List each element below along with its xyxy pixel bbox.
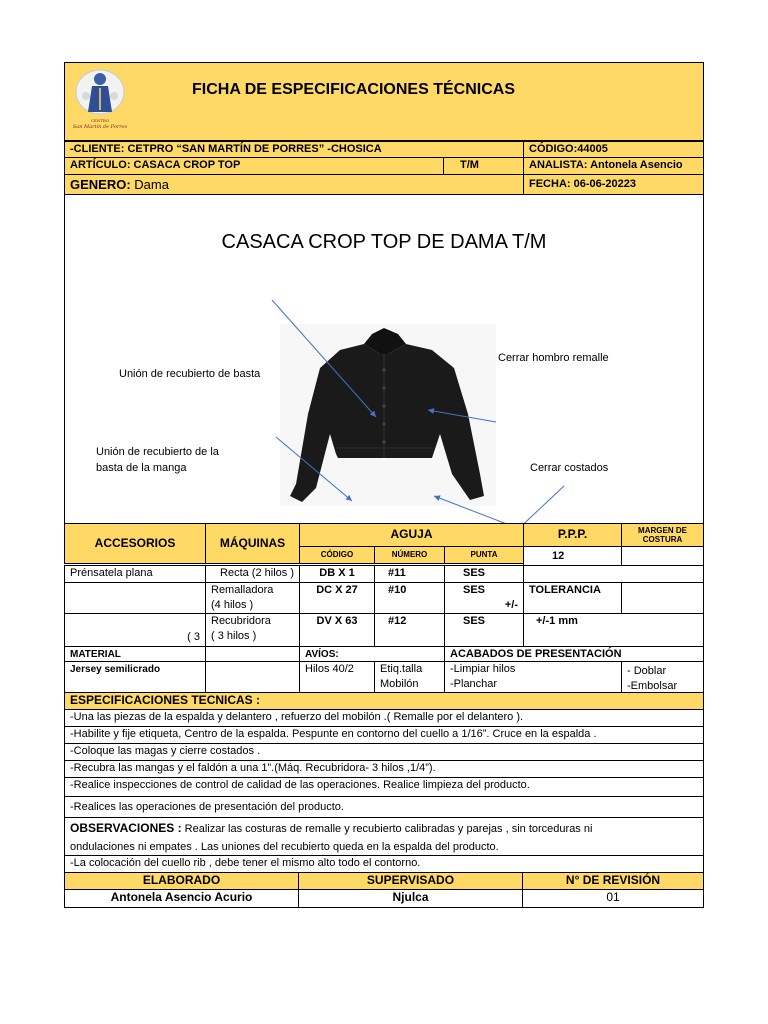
observaciones-label: OBSERVACIONES : <box>70 821 182 835</box>
row3-maquina <box>205 613 300 647</box>
header-block <box>64 62 704 141</box>
label-costados: Cerrar costados <box>530 462 609 474</box>
row2-punta <box>444 582 524 614</box>
spec-item-2: -Habilite y fije etiqueta, Centro de la espalda. Pespunte en contorno del cuello a 1/16”. Cruce en la espalda . <box>64 726 704 744</box>
codigo: CÓDIGO:44005 <box>523 141 704 158</box>
h-revision: N° DE REVISIÓN <box>522 872 704 890</box>
row2-numero: #10 <box>374 582 445 614</box>
h-margen-2: COSTURA <box>642 535 683 544</box>
h-accesorios: ACCESORIOS <box>64 523 206 564</box>
logo-text-2: San Martín de Porres <box>72 124 128 130</box>
row2-accesorio <box>64 582 206 614</box>
row2-maquina-1: Remalladora <box>211 584 274 596</box>
row3-codigo: DV X 63 <box>299 613 375 647</box>
h-numero: NÚMERO <box>374 546 445 564</box>
acabado-1b: -Planchar <box>450 678 498 690</box>
logo <box>72 66 128 136</box>
row3-maquina-2: ( 3 hilos ) <box>211 630 257 642</box>
acabado-2a: - Doblar <box>627 665 667 677</box>
spec-item-1: -Una las piezas de la espalda y delantero , refuerzo del mobilón .( Remalle por el delantero ). <box>64 709 704 727</box>
material-value: Jersey semilicrado <box>64 661 206 693</box>
spec-item-5: -Realice inspecciones de control de calidad de las operaciones. Realice limpieza del producto. <box>64 777 704 797</box>
genero-label: GENERO: <box>70 177 131 192</box>
avio-2b: Mobilón <box>380 678 419 690</box>
avio-2 <box>374 661 445 693</box>
logo-text-1: CENTRO <box>90 118 110 123</box>
h-codigo: CÓDIGO <box>299 546 375 564</box>
tolerancia-label: TOLERANCIA <box>523 582 622 614</box>
row1-ppp <box>523 565 704 583</box>
margen-value <box>621 546 704 566</box>
observaciones-line-3: -La colocación del cuello rib , debe tener el mismo alto todo el contorno. <box>64 855 704 873</box>
h-supervisado: SUPERVISADO <box>298 872 523 890</box>
h-maquinas: MÁQUINAS <box>205 523 300 564</box>
h-ppp: P.P.P. <box>523 523 622 547</box>
row2-maquina <box>205 582 300 614</box>
tolerancia-value: +/-1 mm <box>523 613 704 647</box>
analista: ANALISTA: Antonela Asencio <box>523 157 704 175</box>
acabado-1a: -Limpiar hilos <box>450 663 516 675</box>
h-acabados: ACABADOS DE PRESENTACIÓN <box>444 646 704 662</box>
h-elaborado: ELABORADO <box>64 872 299 890</box>
row1-codigo: DB X 1 <box>299 565 375 583</box>
avio-1: Hilos 40/2 <box>299 661 375 693</box>
acabado-2b: -Embolsar <box>627 680 678 692</box>
acabado-1 <box>444 661 622 693</box>
spec-item-4: -Recubra las mangas y el faldón a una 1”.(Máq. Recubridora- 3 hilos ,1/4”). <box>64 760 704 778</box>
cliente: -CLIENTE: CETPRO “SAN MARTÍN DE PORRES” -CHOSICA <box>64 141 524 158</box>
row1-maquina: Recta (2 hilos ) <box>205 565 300 583</box>
avio-2a: Etiq.talla <box>380 663 423 675</box>
label-manga-1: Unión de recubierto de la <box>96 446 219 458</box>
page-title: FICHA DE ESPECIFICACIONES TÉCNICAS <box>192 81 515 98</box>
revision-value: 01 <box>522 889 704 908</box>
label-manga-2: basta de la manga <box>96 462 187 474</box>
tolerancia-blank <box>621 582 704 614</box>
row3-maquina-1: Recubridora <box>211 615 271 627</box>
h-punta: PUNTA <box>444 546 524 564</box>
row1-punta: SES <box>444 565 524 583</box>
row1-numero: #11 <box>374 565 445 583</box>
tm-label: T/M <box>443 157 524 175</box>
genero <box>64 174 524 195</box>
plus-minus: +/- <box>504 599 518 611</box>
elaborado-value: Antonela Asencio Acurio <box>64 889 299 908</box>
row2-punta-value: SES <box>463 584 486 596</box>
row1-accesorio: Prénsatela plana <box>64 565 206 583</box>
genero-value: Dama <box>130 177 169 192</box>
row3-accesorio: ( 3 <box>64 613 206 647</box>
observaciones <box>64 817 704 856</box>
h-aguja: AGUJA <box>299 523 524 547</box>
material-blank <box>205 661 300 693</box>
h-margen <box>621 523 704 547</box>
ppp-value: 12 <box>523 546 622 566</box>
row3-punta: SES <box>444 613 524 647</box>
specs-title: ESPECIFICACIONES TECNICAS : <box>64 692 704 710</box>
row2-maquina-2: (4 hilos ) <box>211 599 254 611</box>
garment-title: CASACA CROP TOP DE DAMA T/M <box>221 231 547 253</box>
label-hombro: Cerrar hombro remalle <box>498 352 609 364</box>
fecha: FECHA: 06-06-20223 <box>523 174 704 195</box>
supervisado-value: Njulca <box>298 889 523 908</box>
articulo: ARTÍCULO: CASACA CROP TOP <box>64 157 444 175</box>
h-avios: AVÍOS: <box>299 646 445 662</box>
observaciones-line-2: ondulaciones ni empates . Las uniones del recubierto queda en la espalda del producto. <box>70 841 499 853</box>
acabado-2 <box>621 661 704 693</box>
h-material-blank <box>205 646 300 662</box>
row3-numero: #12 <box>374 613 445 647</box>
observaciones-line-1: Realizar las costuras de remalle y recubierto calibradas y parejas , sin torceduras ni <box>181 823 593 835</box>
label-basta: Unión de recubierto de basta <box>119 368 261 380</box>
spec-item-6: -Realices las operaciones de presentación del producto. <box>64 796 704 818</box>
row2-codigo: DC X 27 <box>299 582 375 614</box>
spec-item-3: -Coloque las magas y cierre costados . <box>64 743 704 761</box>
h-material: MATERIAL <box>64 646 206 662</box>
h-margen-1: MARGEN DE <box>638 526 687 535</box>
spec-sheet <box>64 62 704 908</box>
